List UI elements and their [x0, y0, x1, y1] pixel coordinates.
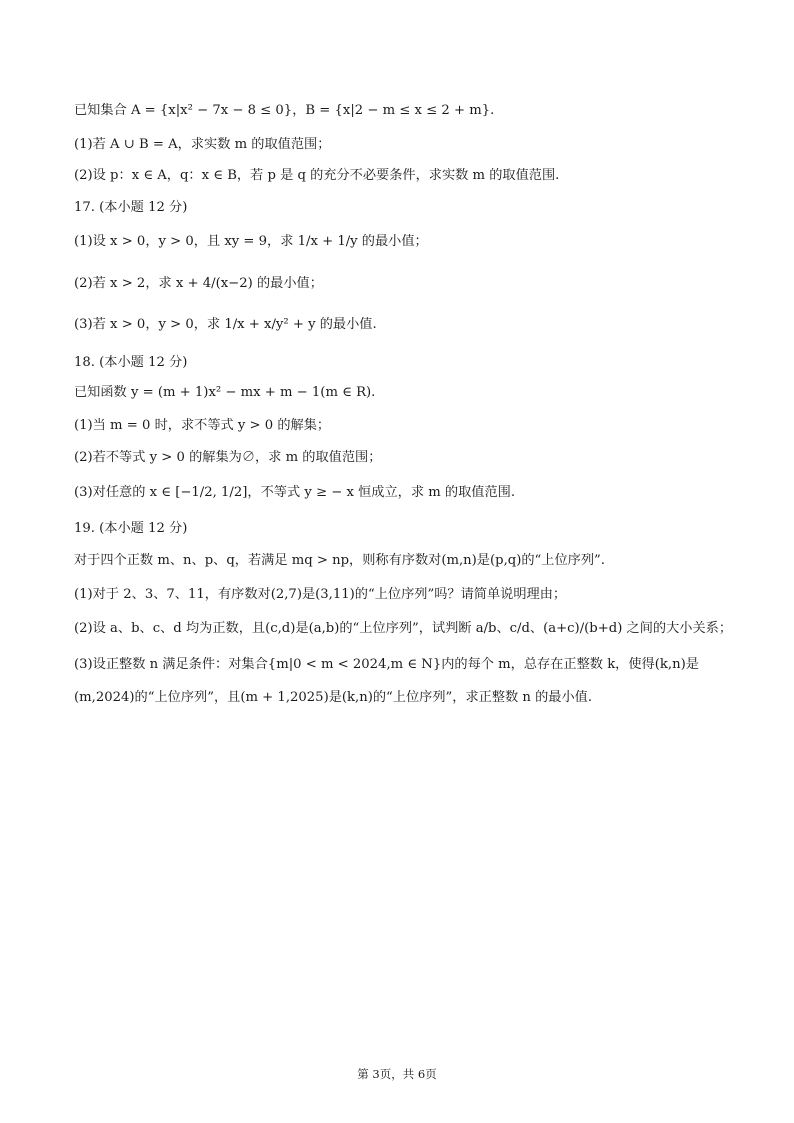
p17-part-2: (2)若 x > 2，求 x + 4/(x−2) 的最小值； — [74, 276, 323, 291]
p16-part-1: (1)若 A ∪ B = A，求实数 m 的取值范围； — [74, 137, 331, 152]
p17-part-3: (3)若 x > 0，y > 0，求 1/x + x/y² + y 的最小值. — [74, 317, 377, 332]
p18-part-3: (3)对任意的 x ∈ [−1/2, 1/2]，不等式 y ≥ − x 恒成立，求 m 的取值范围. — [74, 485, 516, 500]
p19-part-3-line-1: (3)设正整数 n 满足条件：对集合{m|0 < m < 2024,m ∈ N}内的每个 m，总存在正整数 k，使得(k,n)是 — [74, 657, 699, 672]
p19-part-3-line-2: (m,2024)的“上位序列”，且(m + 1,2025)是(k,n)的“上位序列”，求正整数 n 的最小值. — [74, 690, 593, 705]
p16-part-2: (2)设 p：x ∈ A，q：x ∈ B，若 p 是 q 的充分不必要条件，求实数 m 的取值范围. — [74, 168, 560, 183]
p17-part-1: (1)设 x > 0，y > 0，且 xy = 9，求 1/x + 1/y 的最小值； — [74, 234, 428, 249]
page-footer: 第 3页，共 6页 — [357, 1067, 437, 1081]
p18-heading: 18. (本小题 12 分) — [74, 355, 188, 370]
p16-stem: 已知集合 A = {x|x² − 7x − 8 ≤ 0}，B = {x|2 − m ≤ x ≤ 2 + m}. — [74, 103, 495, 118]
p19-heading: 19. (本小题 12 分) — [74, 521, 188, 536]
p19-stem: 对于四个正数 m、n、p、q，若满足 mq > np，则称有序数对(m,n)是(p,q)的“上位序列”. — [74, 553, 605, 568]
p18-stem: 已知函数 y = (m + 1)x² − mx + m − 1(m ∈ R). — [74, 385, 376, 400]
p17-heading: 17. (本小题 12 分) — [74, 200, 188, 215]
p19-part-2: (2)设 a、b、c、d 均为正数，且(c,d)是(a,b)的“上位序列”，试判断 a/b、c/d、(a+c)/(b+d) 之间的大小关系； — [74, 621, 733, 636]
p18-part-2: (2)若不等式 y > 0 的解集为∅，求 m 的取值范围； — [74, 450, 382, 465]
p19-part-1: (1)对于 2、3、7、11，有序数对(2,7)是(3,11)的“上位序列”吗？请简单说明理由； — [74, 587, 567, 602]
p18-part-1: (1)当 m = 0 时，求不等式 y > 0 的解集； — [74, 418, 331, 433]
